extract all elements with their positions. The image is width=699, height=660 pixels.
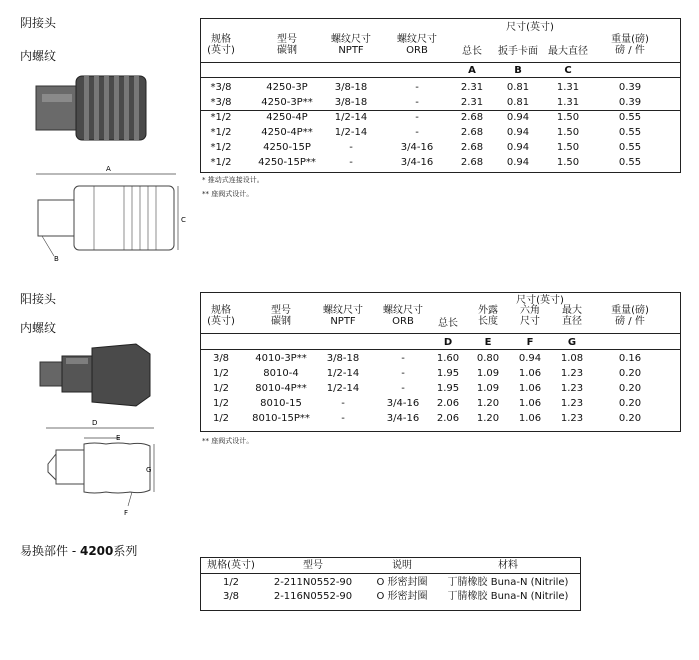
table-cell: 1/2-14: [334, 112, 368, 123]
table-cell: 8010-4: [263, 368, 299, 379]
parts-col-model: 型号: [303, 560, 323, 571]
parts-col-desc: 说明: [392, 560, 412, 571]
table-cell: 0.81: [506, 82, 530, 93]
table-cell: 4250-3P: [266, 82, 308, 93]
table-cell: 4250-15P: [263, 142, 311, 153]
table-cell: 8010-15P**: [252, 413, 310, 424]
table-cell: 4010-3P**: [255, 353, 307, 364]
table-cell: 2-211N0552-90: [273, 577, 353, 588]
table-cell: 1.23: [560, 413, 584, 424]
table-cell: 2-116N0552-90: [273, 591, 353, 602]
female-col-weight: 重量(磅) 磅 / 件: [611, 34, 649, 56]
dim-e-label: E: [116, 434, 121, 442]
table-cell: 0.94: [506, 127, 530, 138]
female-coupler-photo: [32, 64, 152, 154]
table-cell: 1.50: [556, 127, 580, 138]
table-cell: 2.06: [436, 413, 460, 424]
table-cell: 0.55: [618, 157, 642, 168]
table-cell: 1/2-14: [326, 368, 360, 379]
table-cell: 1.50: [556, 157, 580, 168]
female-note-1: * 推动式连接设计。: [202, 176, 264, 184]
parts-col-material: 材料: [498, 560, 518, 571]
female-col-size: 规格 (英寸): [207, 34, 235, 56]
table-cell: -: [401, 368, 405, 379]
table-cell: *1/2: [210, 127, 232, 138]
table-cell: *1/2: [210, 112, 232, 123]
dim-c-label: C: [181, 216, 186, 224]
dim-a-label: A: [106, 165, 111, 173]
table-cell: 1.50: [556, 112, 580, 123]
male-note-1: ** 座阀式设计。: [202, 437, 254, 445]
table-cell: 1.95: [436, 383, 460, 394]
table-cell: -: [415, 97, 419, 108]
table-cell: 0.94: [506, 157, 530, 168]
female-col-model: 型号 碳钢: [277, 34, 297, 56]
table-cell: 8010-4P**: [255, 383, 307, 394]
table-cell: 1.06: [518, 383, 542, 394]
table-cell: 2.31: [460, 97, 484, 108]
table-cell: 0.94: [506, 112, 530, 123]
table-cell: 丁腈橡胶 Buna-N (Nitrile): [447, 577, 569, 588]
female-col-b: 扳手卡面: [498, 46, 538, 57]
table-cell: 0.20: [618, 368, 642, 379]
table-cell: *3/8: [210, 82, 232, 93]
male-col-g: 最大 直径: [562, 305, 582, 327]
table-cell: *3/8: [210, 97, 232, 108]
table-cell: -: [349, 157, 353, 168]
table-cell: -: [341, 413, 345, 424]
table-cell: 1.06: [518, 413, 542, 424]
male-letter-e: E: [484, 337, 492, 348]
table-cell: 1.95: [436, 368, 460, 379]
table-cell: 1/2: [212, 398, 230, 409]
female-group-rule: [200, 110, 680, 111]
table-cell: 3/8: [222, 591, 240, 602]
table-cell: -: [349, 142, 353, 153]
table-cell: 4250-3P**: [261, 97, 313, 108]
table-cell: 3/4-16: [386, 398, 420, 409]
female-col-c: 最大直径: [548, 46, 588, 57]
table-cell: 1.20: [476, 413, 500, 424]
table-cell: 0.39: [618, 82, 642, 93]
female-note-2: ** 座阀式设计。: [202, 190, 254, 198]
table-cell: 2.68: [460, 112, 484, 123]
table-cell: 3/4-16: [386, 413, 420, 424]
table-cell: 1.20: [476, 398, 500, 409]
table-cell: 1.23: [560, 383, 584, 394]
female-letter-rule: [200, 77, 680, 78]
table-cell: 2.68: [460, 142, 484, 153]
parts-section-title: 易换部件 - 4200系列: [20, 544, 138, 558]
parts-header-rule: [200, 573, 580, 574]
table-cell: 丁腈橡胶 Buna-N (Nitrile): [447, 591, 569, 602]
female-letter-b: B: [514, 65, 522, 76]
female-letter-a: A: [468, 65, 476, 76]
table-cell: 1.31: [556, 82, 580, 93]
table-cell: 1/2: [212, 368, 230, 379]
table-cell: 1.23: [560, 368, 584, 379]
male-col-d: 总长: [438, 318, 458, 329]
table-cell: 0.81: [506, 97, 530, 108]
table-cell: 1/2-14: [326, 383, 360, 394]
table-cell: O 形密封圈: [376, 591, 428, 602]
table-cell: 1.09: [476, 368, 500, 379]
table-cell: 8010-15: [260, 398, 302, 409]
table-cell: 2.68: [460, 157, 484, 168]
table-cell: 1.31: [556, 97, 580, 108]
table-cell: *1/2: [210, 157, 232, 168]
table-cell: 0.20: [618, 413, 642, 424]
female-section-title: 阴接头: [20, 16, 57, 30]
table-cell: 1.08: [560, 353, 584, 364]
dim-f-label: F: [124, 509, 129, 517]
male-col-e: 外露 长度: [478, 305, 498, 327]
female-dimension-drawing: [28, 160, 186, 270]
table-cell: 1/2-14: [334, 127, 368, 138]
female-col-dim-group: 尺寸(英寸): [506, 22, 554, 33]
table-cell: 4250-4P**: [261, 127, 313, 138]
table-cell: -: [415, 127, 419, 138]
table-cell: 1.09: [476, 383, 500, 394]
dim-b-label: B: [54, 255, 59, 263]
male-letter-rule: [200, 349, 680, 350]
male-col-f: 六角 尺寸: [520, 305, 540, 327]
male-header-rule: [200, 333, 680, 334]
female-letter-c: C: [564, 65, 572, 76]
male-col-size: 规格 (英寸): [207, 305, 235, 327]
table-cell: 0.55: [618, 127, 642, 138]
male-coupler-photo: [36, 340, 154, 410]
table-cell: 3/8-18: [334, 82, 368, 93]
table-cell: 3/8-18: [326, 353, 360, 364]
female-col-orb: 螺纹尺寸 ORB: [397, 34, 437, 56]
table-cell: 0.39: [618, 97, 642, 108]
dim-g-label: G: [146, 466, 152, 474]
table-cell: O 形密封圈: [376, 577, 428, 588]
table-cell: 0.20: [618, 398, 642, 409]
table-cell: 0.55: [618, 142, 642, 153]
male-section-title: 阳接头: [20, 292, 57, 306]
male-section-subtitle: 内螺纹: [20, 321, 57, 335]
table-cell: 0.55: [618, 112, 642, 123]
table-cell: 1/2: [222, 577, 240, 588]
male-col-model: 型号 碳钢: [271, 305, 291, 327]
table-cell: -: [415, 112, 419, 123]
table-cell: 0.20: [618, 383, 642, 394]
table-cell: 1.06: [518, 398, 542, 409]
table-cell: 0.94: [506, 142, 530, 153]
table-cell: 4250-15P**: [258, 157, 316, 168]
parts-col-size: 规格(英寸): [207, 560, 255, 571]
male-letter-g: G: [567, 337, 577, 348]
table-cell: 0.94: [518, 353, 542, 364]
male-col-nptf: 螺纹尺寸 NPTF: [323, 305, 363, 327]
table-cell: 1.50: [556, 142, 580, 153]
table-cell: 1.06: [518, 368, 542, 379]
table-cell: 2.68: [460, 127, 484, 138]
table-cell: -: [401, 383, 405, 394]
male-col-weight: 重量(磅) 磅 / 件: [611, 305, 649, 327]
dim-d-label: D: [92, 419, 98, 427]
table-cell: 3/8: [212, 353, 230, 364]
table-cell: -: [401, 353, 405, 364]
table-cell: -: [341, 398, 345, 409]
table-cell: 1.60: [436, 353, 460, 364]
table-cell: 1/2: [212, 383, 230, 394]
table-cell: 3/4-16: [400, 142, 434, 153]
female-header-rule: [200, 62, 680, 63]
male-col-orb: 螺纹尺寸 ORB: [383, 305, 423, 327]
table-cell: 3/4-16: [400, 157, 434, 168]
table-cell: 4250-4P: [266, 112, 308, 123]
male-dimension-drawing: [36, 420, 158, 520]
table-cell: 3/8-18: [334, 97, 368, 108]
table-cell: 1/2: [212, 413, 230, 424]
table-cell: 1.23: [560, 398, 584, 409]
female-col-nptf: 螺纹尺寸 NPTF: [331, 34, 371, 56]
table-cell: 0.80: [476, 353, 500, 364]
male-col-dim-group: 尺寸(英寸): [516, 295, 564, 306]
male-letter-d: D: [443, 337, 453, 348]
female-section-subtitle: 内螺纹: [20, 49, 57, 63]
table-cell: -: [415, 82, 419, 93]
table-cell: 2.31: [460, 82, 484, 93]
table-cell: 0.16: [618, 353, 642, 364]
table-cell: 2.06: [436, 398, 460, 409]
female-col-a: 总长: [462, 46, 482, 57]
male-letter-f: F: [526, 337, 534, 348]
table-cell: *1/2: [210, 142, 232, 153]
